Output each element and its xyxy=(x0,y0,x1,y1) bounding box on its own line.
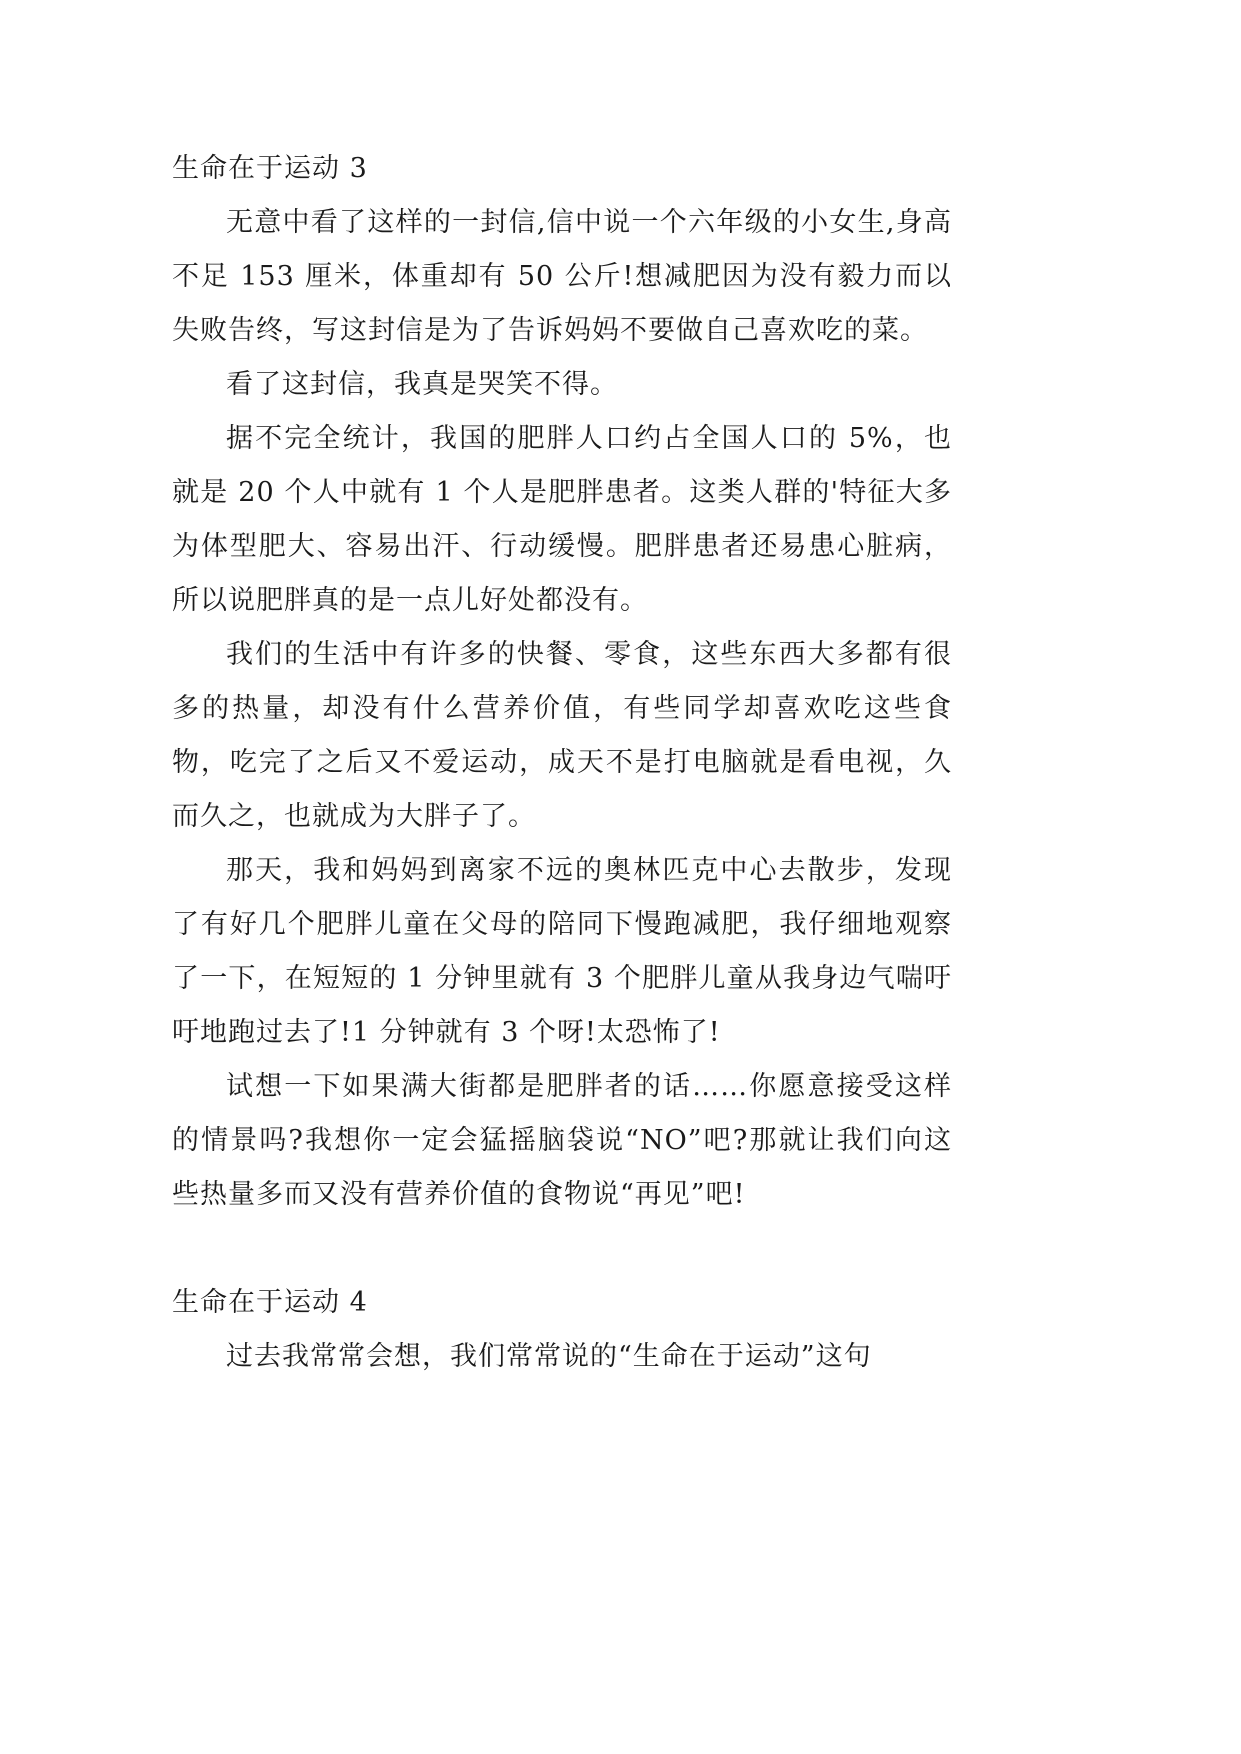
paragraph: 我们的生活中有许多的快餐、零食，这些东西大多都有很多的热量，却没有什么营养价值，有些同学却喜欢吃这些食物，吃完了之后又不爱运动，成天不是打电脑就是看电视，久而久之，也就成为大胖子了。 xyxy=(172,639,952,832)
paragraph: 无意中看了这样的一封信,信中说一个六年级的小女生,身高不足 153 厘米，体重却有 50 公斤!想减肥因为没有毅力而以失败告终，写这封信是为了告诉妈妈不要做自己喜欢吃的菜。 xyxy=(172,207,952,346)
section-spacer xyxy=(172,1222,952,1276)
section-title: 生命在于运动 4 xyxy=(172,1287,368,1318)
paragraph: 试想一下如果满大街都是肥胖者的话……你愿意接受这样的情景吗?我想你一定会猛摇脑袋说“NO”吧?那就让我们向这些热量多而又没有营养价值的食物说“再见”吧! xyxy=(172,1071,952,1210)
paragraph: 看了这封信，我真是哭笑不得。 xyxy=(226,369,618,400)
paragraph: 那天，我和妈妈到离家不远的奥林匹克中心去散步，发现了有好几个肥胖儿童在父母的陪同下慢跑减肥，我仔细地观察了一下，在短短的 1 分钟里就有 3 个肥胖儿童从我身边气喘吁吁地跑过去了!1 分钟就有 3 个呀!太恐怖了! xyxy=(172,855,952,1048)
paragraph: 据不完全统计，我国的肥胖人口约占全国人口的 5%，也就是 20 个人中就有 1 个人是肥胖患者。这类人群的'特征大多为体型肥大、容易出汗、行动缓慢。肥胖患者还易患心脏病，所以说肥胖真的是一点儿好处都没有。 xyxy=(172,423,952,616)
document-body xyxy=(172,142,952,1384)
section-title: 生命在于运动 3 xyxy=(172,153,368,184)
paragraph: 过去我常常会想，我们常常说的“生命在于运动”这句 xyxy=(226,1341,872,1372)
essay-section-4 xyxy=(172,1276,952,1384)
essay-section-3 xyxy=(172,142,952,1222)
